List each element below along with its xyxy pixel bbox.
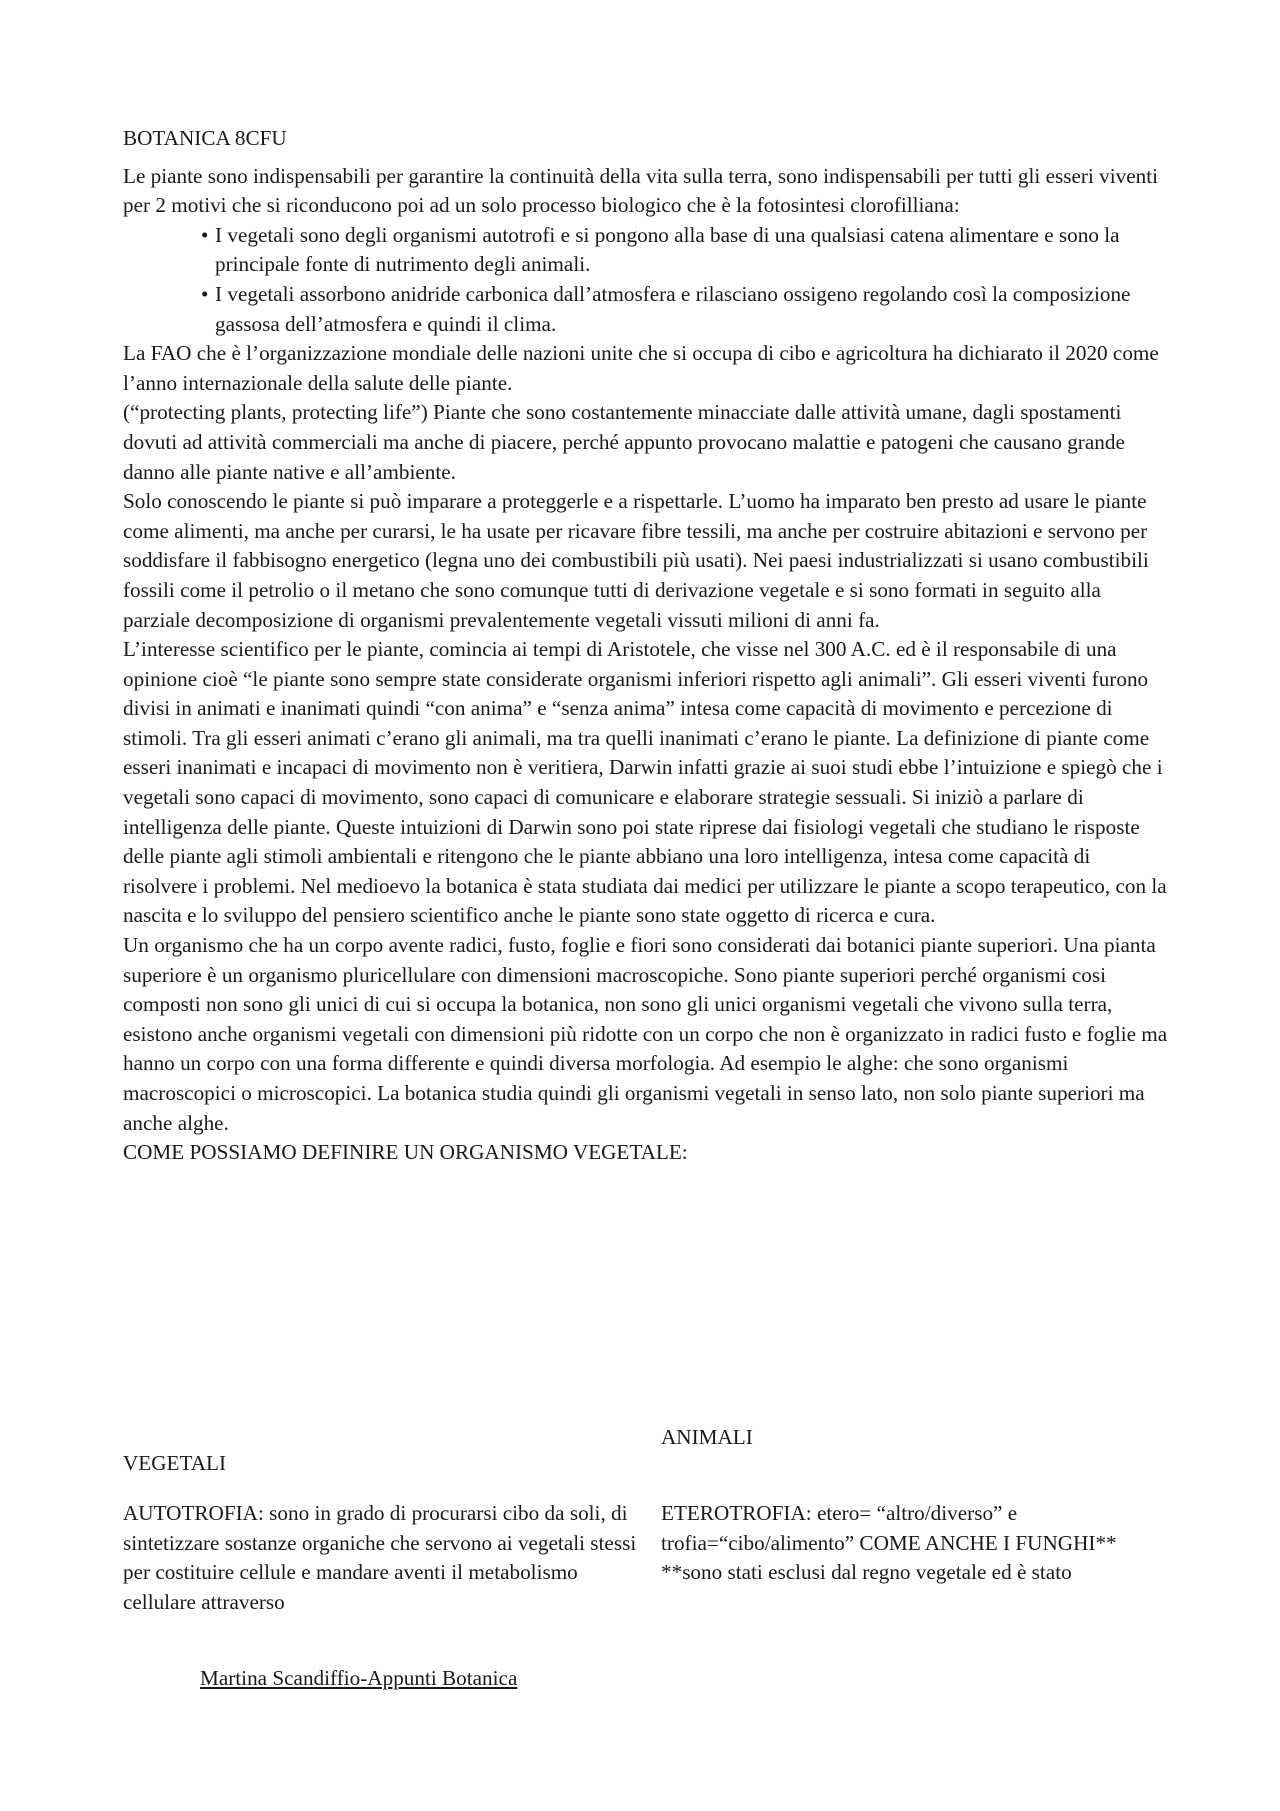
bullet-item (201, 221, 1168, 280)
bullet-text: I vegetali sono degli organismi autotrofi e si pongono alla base di una qualsiasi catena alimentare e sono la principale fonte di nutrimento degli animali. (215, 222, 1120, 277)
column-heading-animali: ANIMALI (661, 1425, 753, 1449)
page-footer: Martina Scandiffio-Appunti Botanica (200, 1666, 518, 1690)
document-title: BOTANICA 8CFU (123, 126, 287, 150)
paragraph-higher-plants: Un organismo che ha un corpo avente radici, fusto, foglie e fiori sono considerati dai botanici piante superiori. Una pianta superiore è un organismo pluricellulare con dimensioni macroscopiche. Sono piante superiori perché organismi cosi composti non sono gli unici di cui si occupa la botanica, non sono gli unici organismi vegetali che vivono sulla terra, esistono anche organismi vegetali con dimensioni più ridotte con un corpo che non è organizzato in radici fusto e foglie ma hanno un corpo con una forma differente e quindi diversa morfologia. Ad esempio le alghe: che sono organismi macroscopici o microscopici. La botanica studia quindi gli organismi vegetali in senso lato, non solo piante superiori ma anche alghe. (123, 933, 1168, 1135)
column-body-animali-text: ETEROTROFIA: etero= “altro/diverso” e trofia=“cibo/alimento” COME ANCHE I FUNGHI** (661, 1501, 1117, 1555)
paragraph-history: L’interesse scientifico per le piante, comincia ai tempi di Aristotele, che visse nel 300 A.C. ed è il responsabile di una opinione cioè “le piante sono sempre state considerate organismi inferiori rispetto agli animali”. Gli esseri viventi furono divisi in animati e inanimati quindi “con anima” e “senza anima” intesa come capacità di movimento e percezione di stimoli. Tra gli esseri animati c’erano gli animali, ma tra quelli inanimati c’erano le piante. La definizione di piante come esseri inanimati e incapaci di movimento non è veritiera, Darwin infatti grazie ai suoi studi ebbe l’intuizione e spiegò che i vegetali sono capaci di movimento, sono capaci di comunicare e elaborare strategie sessuali. Si iniziò a parlare di intelligenza delle piante. Queste intuizioni di Darwin sono poi state riprese dai fisiologi vegetali che studiano le risposte delle piante agli stimoli ambientali e ritengono che le piante abbiano una loro intelligenza, intesa come capacità di risolvere i problemi. Nel medioevo la botanica è stata studiata dai medici per utilizzare le piante a scopo terapeutico, con la nascita e lo sviluppo del pensiero scientifico anche le piante sono state oggetto di ricerca e cura. (123, 637, 1167, 928)
bullet-text: I vegetali assorbono anidride carbonica dall’atmosfera e rilasciano ossigeno regolando così la composizione gassosa dell’atmosfera e quindi il clima. (215, 281, 1131, 336)
bullet-item (201, 280, 1168, 339)
intro-paragraph: Le piante sono indispensabili per garantire la continuità della vita sulla terra, sono indispensabili per tutti gli esseri viventi per 2 motivi che si riconducono poi ad un solo processo biologico che è la fotosintesi clorofilliana: (123, 163, 1158, 218)
comparison-table (123, 1425, 1168, 1614)
column-body-vegetali: AUTOTROFIA: sono in grado di procurarsi cibo da soli, di sintetizzare sostanze organiche che servono ai vegetali stessi per costituire cellule e mandare aventi il metabolismo cellulare attraverso (123, 1501, 637, 1614)
document-body (123, 124, 1168, 1168)
bullet-list (123, 221, 1168, 339)
paragraph-fao: La FAO che è l’organizzazione mondiale delle nazioni unite che si occupa di cibo e agricoltura ha dichiarato il 2020 come l’anno internazionale della salute delle piante. (123, 341, 1159, 395)
paragraph-uses-of-plants: Solo conoscendo le piante si può imparare a proteggerle e a rispettarle. L’uomo ha imparato ben presto ad usare le piante come alimenti, ma anche per curarsi, le ha usate per ricavare fibre tessili, ma anche per costruire abitazioni e servono per soddisfare il fabbisogno energetico (legna uno dei combustibili più usati). Nei paesi industrializzati si usano combustibili fossili come il petrolio o il metano che sono comunque tutti di derivazione vegetale e si sono formati in seguito alla parziale decomposizione di organismi prevalentemente vegetali vissuti milioni di anni fa. (123, 489, 1149, 632)
section-heading-definition: COME POSSIAMO DEFINIRE UN ORGANISMO VEGETALE: (123, 1140, 688, 1165)
column-heading-vegetali: VEGETALI (123, 1451, 227, 1475)
column-body-animali-note: **sono stati esclusi dal regno vegetale ed è stato (661, 1560, 1072, 1585)
bullet-dot: • (201, 222, 209, 247)
column-body-animali (661, 1499, 1171, 1588)
bullet-dot: • (201, 281, 209, 306)
paragraph-protecting-plants: (“protecting plants, protecting life”) Piante che sono costantemente minacciate dalle attività umane, dagli spostamenti dovuti ad attività commerciali ma anche di piacere, perché appunto provocano malattie e patogeni che causano grande danno alle piante native e all’ambiente. (123, 400, 1125, 484)
